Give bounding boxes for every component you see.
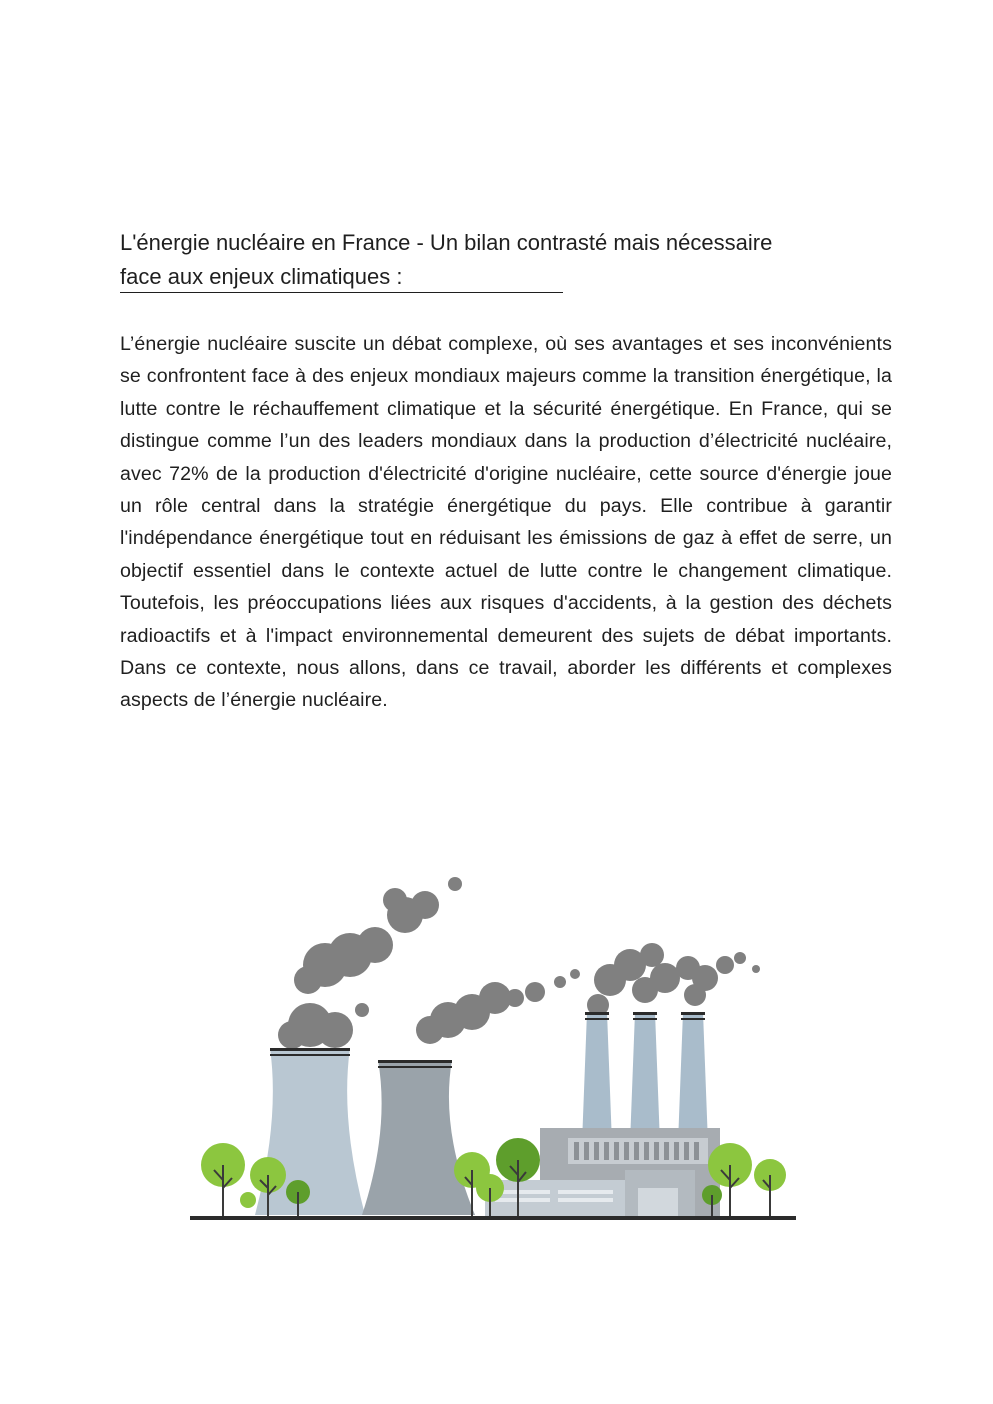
- power-plant-illustration-icon: [190, 870, 800, 1230]
- title-line-2: face aux enjeux climatiques :: [120, 262, 563, 293]
- intro-paragraph: L’énergie nucléaire suscite un débat complexe, où ses avantages et ses inconvénients se confrontent face à des enjeux mondiaux majeurs comme la transition énergétique, la lutte contre le réchauffement climatique et la sécurité énergétique. En France, qui se distingue comme l’un des leaders mondiaux dans la production d’électricité nucléaire, avec 72% de la production d'électricité d'origine nucléaire, cette source d'énergie joue un rôle central dans la stratégie énergétique du pays. Elle contribue à garantir l'indépendance énergétique tout en réduisant les émissions de gaz à effet de serre, un objectif essentiel dans le contexte actuel de lutte contre le changement climatique. Toutefois, les préoccupations liées aux risques d'accidents, à la gestion des déchets radioactifs et à l'impact environnemental demeurent des sujets de débat importants. Dans ce contexte, nous allons, dans ce travail, aborder les différents et complexes aspects de l’énergie nucléaire.: [120, 333, 892, 712]
- title-line-1: L'énergie nucléaire en France - Un bilan contrasté mais nécessaire: [120, 230, 773, 255]
- ground-line: [190, 1216, 796, 1220]
- document-title: [120, 226, 900, 294]
